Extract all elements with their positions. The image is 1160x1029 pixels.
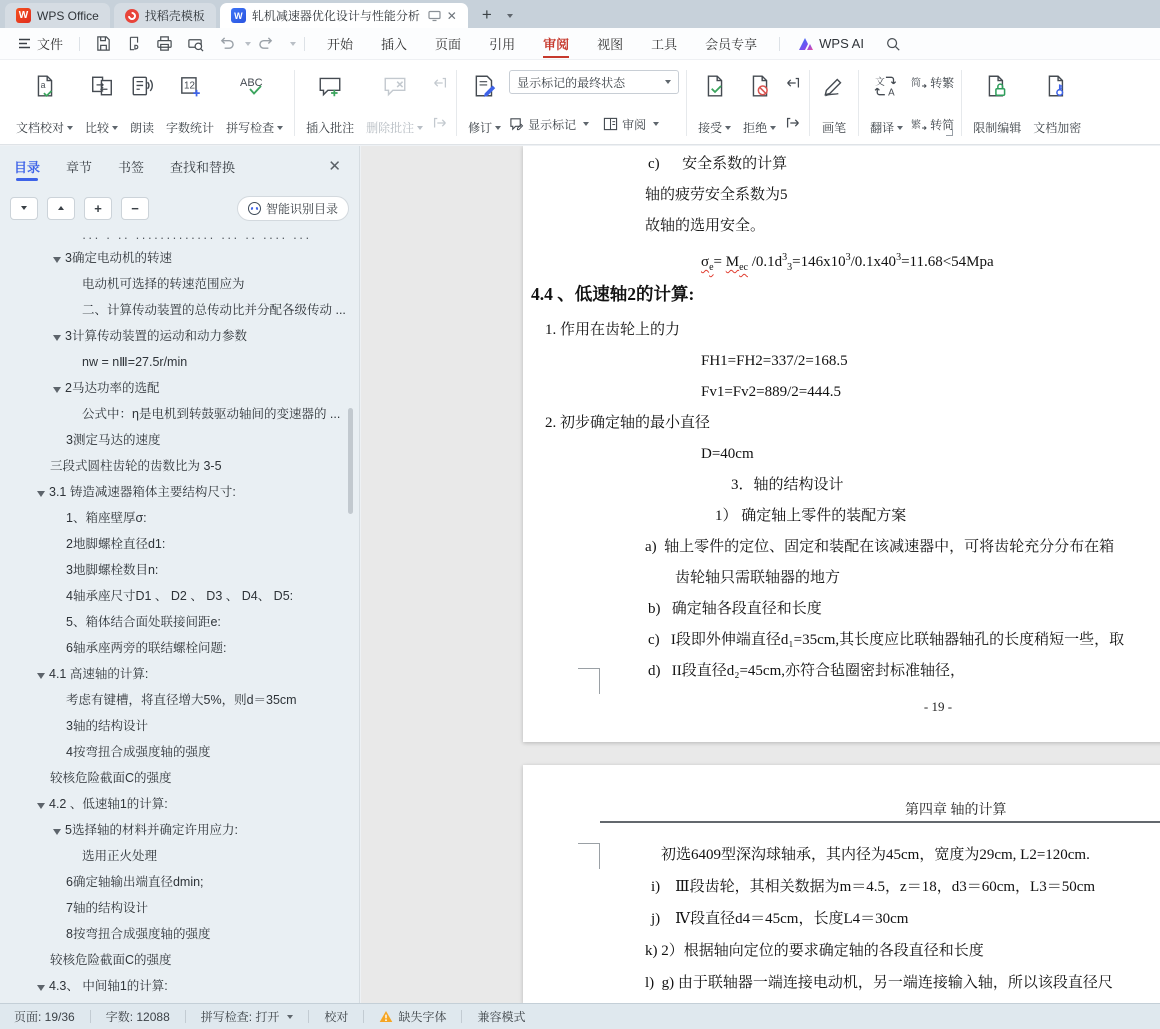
compare-button[interactable]: 比较 bbox=[79, 67, 124, 139]
spell-check-indicator[interactable]: 拼写检查: 打开 bbox=[201, 1008, 294, 1025]
toc-zoom-out-button[interactable]: − bbox=[121, 197, 149, 220]
reject-change-icon bbox=[748, 70, 772, 102]
header-rule bbox=[600, 821, 1160, 823]
history-chevron-icon[interactable] bbox=[290, 42, 296, 46]
pen-icon bbox=[821, 70, 847, 102]
toc-item[interactable]: 3轴的结构设计 bbox=[66, 719, 148, 733]
delete-comment-button[interactable]: 删除批注 bbox=[360, 67, 429, 139]
missing-font-warning[interactable]: 缺失字体 bbox=[379, 1008, 446, 1025]
file-menu[interactable] bbox=[10, 34, 71, 53]
toc-collapse-arrow-icon[interactable] bbox=[53, 387, 61, 393]
close-tab-icon[interactable]: ✕ bbox=[446, 8, 457, 23]
toc-item[interactable]: 3计算传动装置的运动和动力参数 bbox=[0, 323, 351, 349]
hamburger-icon bbox=[18, 38, 31, 49]
toc-item[interactable]: 二、计算传动装置的总传动比并分配各级传动 ... bbox=[82, 303, 346, 317]
doc-heading: 4.4 、低速轴2的计算: bbox=[531, 284, 695, 304]
toc-item[interactable]: 4按弯扭合成强度轴的强度 bbox=[66, 745, 211, 759]
spell-check-icon bbox=[238, 70, 272, 102]
doc-line: c) I段即外伸端直径d₁=35cm,其长度应比联轴器轴孔的长度稍短一些，取 bbox=[648, 632, 1125, 648]
svg-text:简: 简 bbox=[911, 77, 922, 89]
toc-item[interactable]: 电动机可选择的转速范围应为 bbox=[82, 277, 245, 291]
tab-list-chevron-icon[interactable] bbox=[504, 5, 513, 23]
redo-button[interactable] bbox=[251, 32, 282, 56]
insert-comment-button[interactable]: 插入批注 bbox=[300, 67, 360, 139]
svg-text:12: 12 bbox=[184, 80, 195, 92]
doc-line: 1） 确定轴上零件的装配方案 bbox=[715, 508, 907, 524]
toc-collapse-arrow-icon[interactable] bbox=[37, 803, 45, 809]
encrypt-doc-button[interactable]: 文档加密 bbox=[1027, 67, 1087, 139]
svg-text:ABC: ABC bbox=[239, 77, 263, 89]
toc-item[interactable]: nw = nⅢ=27.5r/min bbox=[82, 355, 188, 369]
svg-text:A: A bbox=[887, 87, 895, 98]
tab-wps-office[interactable] bbox=[5, 3, 110, 28]
review-pane-button[interactable]: 审阅 bbox=[603, 116, 659, 133]
toc-item[interactable]: 4.1 高速轴的计算: bbox=[0, 661, 351, 687]
translate-button[interactable]: 文 A 翻译 bbox=[864, 67, 909, 139]
toc-item[interactable]: 3.1 铸造减速器箱体主要结构尺寸: bbox=[0, 479, 351, 505]
export-pdf-button[interactable] bbox=[119, 32, 149, 56]
toc-zoom-in-button[interactable]: + bbox=[84, 197, 112, 220]
search-icon[interactable] bbox=[878, 32, 908, 56]
doc-line: b) 确定轴各段直径和长度 bbox=[648, 601, 822, 617]
svg-text:繁: 繁 bbox=[911, 119, 922, 131]
menu-bar bbox=[0, 28, 1160, 60]
toc-collapse-arrow-icon[interactable] bbox=[53, 335, 61, 341]
document-page-20[interactable] bbox=[523, 765, 1160, 1003]
warning-icon bbox=[379, 1010, 393, 1023]
tab-active-document[interactable] bbox=[220, 3, 468, 28]
toc-item[interactable]: 8按弯扭合成强度轴的强度 bbox=[66, 927, 211, 941]
sidebar-tab-find-replace[interactable]: 查找和替换 bbox=[170, 159, 236, 175]
doc-proof-icon bbox=[33, 70, 57, 102]
accept-change-button[interactable]: 接受 bbox=[692, 67, 737, 139]
page-header: 第四章 轴的计算 bbox=[905, 803, 1007, 818]
status-bar bbox=[0, 1003, 1160, 1029]
word-count-button[interactable]: 12 字数统计 bbox=[160, 67, 220, 139]
trad-char-icon bbox=[911, 117, 928, 132]
menu-member[interactable]: 会员专享 bbox=[705, 37, 758, 52]
print-preview-button[interactable] bbox=[180, 32, 211, 56]
new-tab-button[interactable]: + bbox=[481, 5, 492, 24]
markup-state-select[interactable]: 显示标记的最终状态 bbox=[509, 70, 679, 94]
save-button[interactable] bbox=[88, 32, 119, 56]
read-aloud-button[interactable]: 朗读 bbox=[124, 67, 160, 139]
toc-item[interactable]: 三段式圆柱齿轮的齿数比为 3-5 bbox=[50, 459, 222, 473]
wps-logo-icon: W bbox=[16, 8, 31, 23]
toc-item[interactable]: 2马达功率的选配 bbox=[0, 375, 351, 401]
doc-line: j) Ⅳ段直径d4＝45cm，长度L4＝30cm bbox=[651, 911, 909, 927]
insert-comment-icon bbox=[317, 70, 343, 102]
sidebar-close-icon[interactable]: ✕ bbox=[328, 158, 341, 175]
doc-line: d) II段直径d₂=45cm,亦符合毡圈密封标准轴径， bbox=[648, 663, 966, 679]
menu-insert[interactable]: 插入 bbox=[381, 37, 408, 52]
window-tab-bar bbox=[0, 0, 1160, 28]
menu-review[interactable]: 审阅 bbox=[529, 29, 583, 59]
doc-line: 齿轮轴只需联轴器的地方 bbox=[675, 570, 841, 586]
word-count-indicator[interactable]: 字数: 12088 bbox=[105, 1010, 170, 1024]
simp-char-icon bbox=[911, 75, 928, 90]
group-dialog-launcher-icon[interactable] bbox=[946, 129, 953, 136]
docer-icon bbox=[125, 9, 139, 23]
sidebar-scrollbar[interactable] bbox=[348, 408, 353, 514]
show-markup-button[interactable]: 显示标记 bbox=[509, 116, 589, 133]
delete-comment-icon bbox=[382, 70, 408, 102]
writer-doc-icon: W bbox=[231, 8, 246, 23]
read-aloud-icon bbox=[130, 70, 154, 102]
menu-tools[interactable]: 工具 bbox=[651, 37, 678, 52]
menu-view[interactable]: 视图 bbox=[597, 37, 624, 52]
wps-ai-icon bbox=[798, 37, 814, 51]
next-change-icon[interactable] bbox=[784, 110, 802, 136]
toc-collapse-arrow-icon[interactable] bbox=[37, 985, 45, 991]
track-changes-icon bbox=[472, 70, 498, 102]
doc-line: 故轴的选用安全。 bbox=[645, 218, 766, 234]
previous-change-icon[interactable] bbox=[784, 70, 802, 96]
word-count-icon bbox=[178, 70, 202, 102]
toc-item[interactable]: 选用正火处理 bbox=[82, 849, 158, 863]
doc-line: 3．轴的结构设计 bbox=[731, 477, 844, 493]
show-markup-icon bbox=[509, 117, 524, 131]
next-comment-icon[interactable] bbox=[431, 110, 449, 136]
svg-text:a: a bbox=[40, 80, 45, 91]
doc-line: D=40cm bbox=[701, 446, 754, 462]
toc-item[interactable]: 公式中：η是电机到转鼓驱动轴间的变速器的 ... bbox=[82, 407, 341, 421]
spell-check-button[interactable]: ABC 拼写检查 bbox=[220, 67, 289, 139]
smart-toc-button[interactable]: 智能识别目录 bbox=[237, 196, 349, 221]
doc-proof-button[interactable]: a 文档校对 bbox=[10, 67, 79, 139]
previous-comment-icon[interactable] bbox=[431, 70, 449, 96]
toc-item[interactable]: 3地脚螺栓数目n: bbox=[66, 563, 159, 577]
document-page-19[interactable] bbox=[523, 146, 1160, 742]
accept-change-icon bbox=[703, 70, 727, 102]
doc-line: a) 轴上零件的定位、固定和装配在该减速器中，可将齿轮充分分布在箱 bbox=[645, 539, 1115, 555]
navigation-sidebar bbox=[0, 146, 360, 1003]
track-changes-button[interactable]: 修订 bbox=[462, 67, 507, 139]
tab-label: WPS Office bbox=[37, 8, 99, 23]
compare-icon bbox=[90, 70, 114, 102]
toc-collapse-button[interactable] bbox=[47, 197, 75, 220]
doc-line: FH1=FH2=337/2=168.5 bbox=[701, 353, 848, 369]
document-title: 轧机减速器优化设计与性能分析 bbox=[251, 9, 420, 23]
doc-line: i) Ⅲ段齿轮，其相关数据为m＝4.5，z＝18，d3＝60cm，L3＝50cm bbox=[651, 879, 1096, 895]
compat-mode-indicator[interactable]: 兼容模式 bbox=[477, 1010, 526, 1024]
toc-collapse-arrow-icon[interactable] bbox=[37, 491, 45, 497]
tab-docer-templates[interactable] bbox=[114, 3, 216, 28]
proofread-button[interactable]: 校对 bbox=[324, 1010, 349, 1024]
markup-group bbox=[507, 67, 681, 139]
doc-line: 1. 作用在齿轮上的力 bbox=[545, 322, 681, 338]
undo-button[interactable] bbox=[211, 32, 242, 56]
sidebar-tab-bookmarks[interactable]: 书签 bbox=[118, 159, 145, 175]
translate-icon bbox=[874, 70, 900, 102]
toc-collapse-arrow-icon[interactable] bbox=[53, 829, 61, 835]
menu-home[interactable]: 开始 bbox=[327, 37, 354, 52]
toc-expand-button[interactable] bbox=[10, 197, 38, 220]
toc-item[interactable]: 6确定轴输出端直径dmin; bbox=[66, 875, 204, 889]
svg-text:文: 文 bbox=[874, 76, 885, 88]
document-canvas bbox=[361, 146, 1160, 1003]
doc-line: k) 2）根据轴向定位的要求确定轴的各段直径和长度 bbox=[645, 943, 984, 959]
toc-item[interactable]: 7轴的结构设计 bbox=[66, 901, 148, 915]
reject-change-button[interactable]: 拒绝 bbox=[737, 67, 782, 139]
toc-item[interactable]: 6轴承座两旁的联结螺栓问题: bbox=[66, 641, 227, 655]
robot-face-icon bbox=[248, 202, 261, 215]
page-number: - 19 - bbox=[923, 699, 953, 714]
toc-item[interactable]: 2地脚螺栓直径d1: bbox=[66, 537, 166, 551]
doc-line: Fv1=Fv2=889/2=444.5 bbox=[701, 384, 841, 400]
pen-button[interactable]: 画笔 bbox=[815, 67, 853, 139]
restrict-edit-icon bbox=[984, 70, 1010, 102]
trad-to-simp-button[interactable]: 繁 转简 bbox=[911, 117, 955, 132]
toc-item[interactable]: 1、箱座壁厚σ: bbox=[66, 511, 147, 525]
tab-label: 找稻壳模板 bbox=[144, 9, 205, 23]
menu-page[interactable]: 页面 bbox=[435, 37, 462, 52]
sidebar-tabs bbox=[0, 146, 359, 186]
doc-line: c) 安全系数的计算 bbox=[648, 156, 788, 172]
doc-line: 2. 初步确定轴的最小直径 bbox=[545, 415, 711, 431]
toc-toolbar bbox=[0, 186, 359, 230]
toc-item-clipped[interactable]: ··· · ·· ············· ··· ·· ···· ··· bbox=[82, 232, 312, 245]
review-pane-icon bbox=[603, 117, 618, 131]
restrict-edit-button[interactable]: 限制编辑 bbox=[967, 67, 1027, 139]
file-menu-label: 文件 bbox=[37, 37, 64, 52]
comment-nav-group bbox=[429, 67, 451, 139]
toc-item[interactable]: 较核危险截面C的强度 bbox=[50, 771, 172, 785]
doc-formula: $\sigma_e= M_{ec}$ $/0.1d^3_3=146x10^3/0.1x40^3=11.68<54Mpa$ bbox=[701, 252, 994, 273]
toc-collapse-arrow-icon[interactable] bbox=[53, 257, 61, 263]
toc-item[interactable]: 4.3、 中间轴1的计算: bbox=[0, 973, 351, 999]
toc-item[interactable]: 考虑有键槽，将直径增大5%，则d＝35cm bbox=[66, 693, 297, 707]
toc-item[interactable]: 3确定电动机的转速 bbox=[0, 245, 351, 271]
sidebar-tab-chapters[interactable]: 章节 bbox=[66, 159, 93, 175]
ribbon-review bbox=[0, 60, 1160, 145]
doc-line: l) g) 由于联轴器一端连接电动机，另一端连接输入轴，所以该段直径尺 bbox=[645, 975, 1113, 991]
toc-item[interactable]: 5、箱体结合面处联接间距e: bbox=[66, 615, 221, 629]
simp-to-trad-button[interactable]: 简 转繁 bbox=[911, 75, 955, 90]
toc-item[interactable]: 3测定马达的速度 bbox=[66, 433, 161, 447]
doc-line: 初选6409型深沟球轴承，其内径为45cm，宽度为29cm, L2=120cm. bbox=[661, 847, 1090, 863]
page-indicator[interactable]: 页面: 19/36 bbox=[14, 1010, 75, 1024]
toc-item[interactable]: 4.2 、低速轴1的计算: bbox=[0, 791, 351, 817]
margin-corner-mark bbox=[578, 668, 600, 694]
toc-item[interactable]: 5选择轴的材料并确定许用应力: bbox=[0, 817, 351, 843]
wps-ai-button[interactable]: WPS AI bbox=[788, 36, 874, 51]
change-nav-group bbox=[782, 67, 804, 139]
doc-line: 轴的疲劳安全系数为5 bbox=[645, 187, 788, 203]
margin-corner-mark bbox=[578, 843, 600, 869]
toc-item[interactable]: 4轴承座尺寸D1 、 D2 、 D3 、 D4、 D5: bbox=[66, 589, 294, 603]
sidebar-tab-toc[interactable]: 目录 bbox=[14, 147, 40, 185]
toc-list bbox=[0, 232, 351, 1003]
toc-item[interactable]: 较核危险截面C的强度 bbox=[50, 953, 172, 967]
encrypt-doc-icon bbox=[1044, 70, 1070, 102]
print-button[interactable] bbox=[149, 32, 180, 56]
toc-collapse-arrow-icon[interactable] bbox=[37, 673, 45, 679]
sync-device-icon[interactable] bbox=[428, 10, 441, 22]
menu-reference[interactable]: 引用 bbox=[489, 37, 516, 52]
